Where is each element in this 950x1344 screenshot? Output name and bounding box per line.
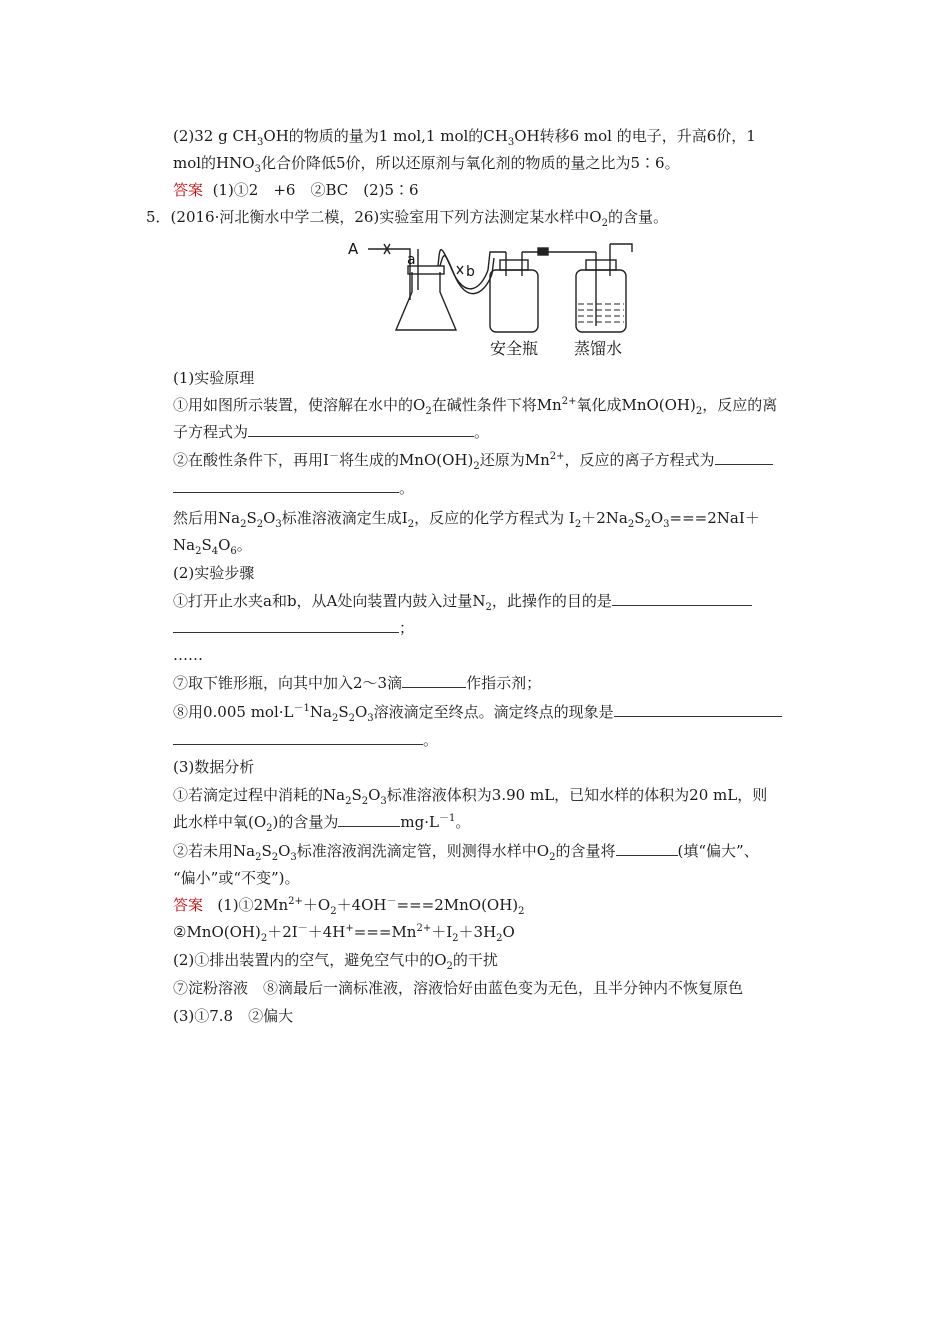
water-bottle [576, 270, 626, 332]
principle-3-line-1: 然后用$Na_2S_2O_3$标准溶液滴定生成$I_2$，反应的化学方程式为 $I_2+2Na_2S_2O_3===2NaI+$ [173, 509, 760, 530]
principle-2-line-1: ②在酸性条件下，再用I－将生成的$MnO(OH)_2$还原为$Mn^{2+}$，反应的离子方程式为 [173, 450, 773, 470]
ellipsis: …… [173, 646, 203, 664]
answer-blank-2b[interactable] [173, 478, 399, 493]
label-a: a [407, 252, 416, 268]
answer-line-1: 答案 $(1)①2Mn^{2+}+O_2+4OH^-===2MnO(OH)_2$ [173, 896, 525, 917]
safety-bottle [490, 270, 538, 332]
answer-line-3: (2)①排出装置内的空气，避免空气中的$O_2$的干扰 [173, 951, 498, 972]
prev-explain-line-1: (2)32 g $CH_3OH$的物质的量为1 mol,1 mol的$CH_3OH$转移6 mol 的电子，升高6价，1 [173, 127, 756, 148]
section-2-title: (2)实验步骤 [173, 564, 255, 582]
analysis-1-line-1: ①若滴定过程中消耗的$Na_2S_2O_3$标准溶液体积为3.90 mL，已知水样的体积为20 mL，则 [173, 786, 768, 807]
answer-line-2: $②MnO(OH)_2+2I^-+4H^+===Mn^{2+}+I_2+3H_2O$ [173, 923, 515, 944]
answer-blank-5b[interactable] [173, 730, 423, 745]
answer-blank-7[interactable] [616, 841, 678, 856]
label-b: b [466, 264, 475, 280]
answer-line-4: ⑦淀粉溶液 ⑧滴最后一滴标准液，溶液恰好由蓝色变为无色，且半分钟内不恢复原色 [173, 979, 744, 997]
answer-blank-2a[interactable] [715, 450, 773, 465]
question-5-header: 5．(2016·河北衡水中学二模，26)实验室用下列方法测定某水样中$O_2$的含量。 [146, 208, 668, 229]
erlenmeyer-flask [396, 272, 456, 330]
principle-3-line-2: $Na_2S_4O_6$。 [173, 536, 252, 557]
analysis-2-line-2: “偏小”或“不变”)。 [173, 869, 300, 887]
answer-blank-5a[interactable] [614, 702, 782, 717]
answer-blank-1[interactable] [248, 422, 474, 437]
step-8-line-1: ⑧用0.005 $mol\cdot L^{-1}Na_2S_2O_3$溶液滴定至终点。滴定终点的现象是 [173, 702, 782, 722]
step-8-line-2: 。 [173, 730, 438, 750]
step-7: ⑦取下锥形瓶，向其中加入2～3滴 作指示剂； [173, 674, 542, 692]
answer-blank-3a[interactable] [612, 591, 752, 606]
prev-answer: 答案 (1)①2 +6 ②BC (2)5∶6 [173, 181, 419, 199]
label-safety-bottle: 安全瓶 [490, 339, 539, 358]
apparatus-figure [340, 230, 640, 360]
answer-blank-4[interactable] [402, 673, 466, 688]
answer-label: 答案 [173, 896, 204, 914]
prev-explain-line-2: mol的$HNO_3$化合价降低5价，所以还原剂与氧化剂的物质的量之比为5∶6。 [173, 154, 680, 175]
step-1-line-1: ①打开止水夹a和b，从A处向装置内鼓入过量$N_2$，此操作的目的是 [173, 591, 752, 611]
principle-2-line-2: 。 [173, 478, 414, 498]
section-1-title: (1)实验原理 [173, 369, 255, 387]
label-A: A [348, 240, 359, 258]
section-3-title: (3)数据分析 [173, 758, 255, 776]
step-1-line-2: ； [173, 618, 414, 638]
answer-blank-3b[interactable] [173, 618, 399, 633]
answer-line-5: (3)①7.8 ②偏大 [173, 1007, 294, 1025]
analysis-2-line-1: ②若未用$Na_2S_2O_3$标准溶液润洗滴定管，则测得水样中$O_2$的含量将 (填“偏大”、 [173, 842, 759, 863]
water-level [578, 304, 624, 322]
label-distilled-water: 蒸馏水 [574, 339, 623, 358]
principle-1-line-1: ①用如图所示装置，使溶解在水中的$O_2$在碱性条件下将$Mn^{2+}$氧化成$MnO(OH)_2$，反应的离 [173, 396, 778, 417]
principle-1-line-2: 子方程式为 。 [173, 423, 490, 441]
clamp-b-icon [457, 266, 463, 274]
answer-label: 答案 [173, 181, 204, 199]
analysis-1-line-2: 此水样中氧$(O_2)$的含量为 $mg\cdot L^{-1}$。 [173, 813, 471, 834]
answer-blank-6[interactable] [338, 812, 400, 827]
